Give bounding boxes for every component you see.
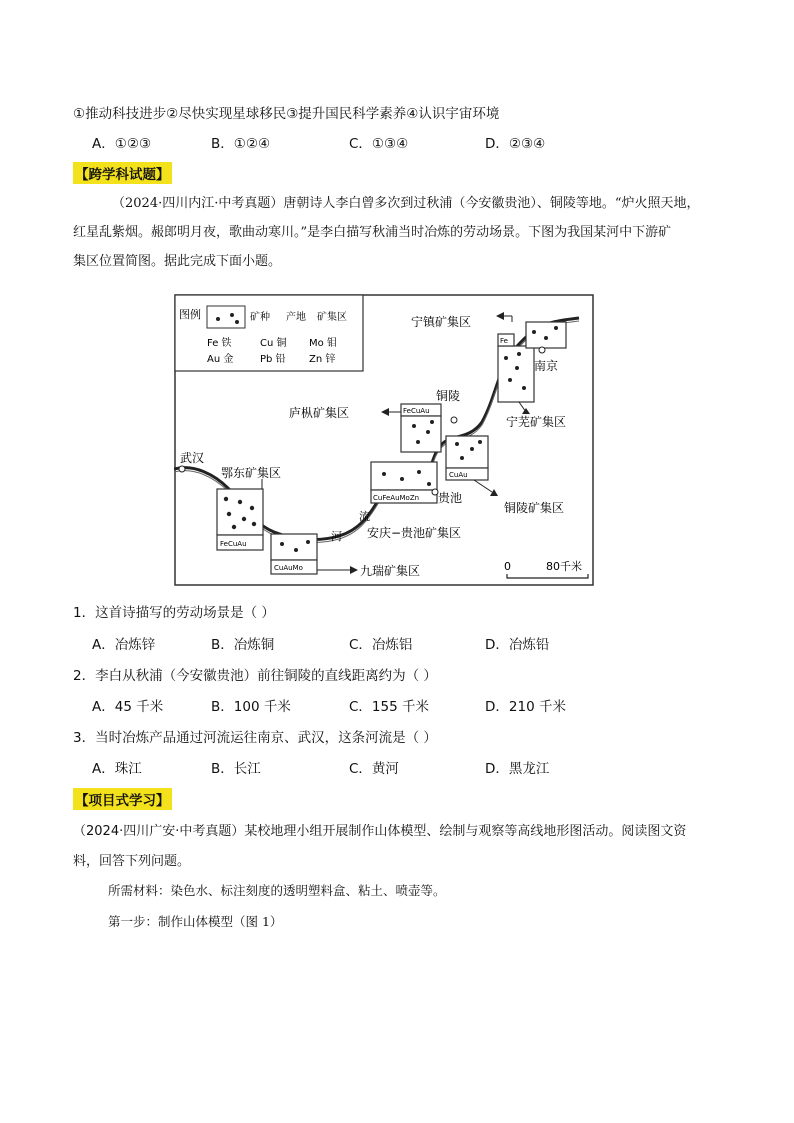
legend-zn: Zn 锌 [309,354,336,365]
label-river-liu: 流 [359,510,370,523]
label-tongling-city: 铜陵 [436,389,461,403]
legend-origin: 产地 [286,312,306,323]
question-1-option-d: D．冶炼铅 [485,637,550,653]
intro-option-a: A．①②③ [92,136,152,152]
jiurui-zone-box [271,534,317,560]
legend-zone: 矿集区 [317,312,347,323]
question-3-option-a: A．珠江 [92,761,142,777]
question-1-stem: 1．这首诗描写的劳动场景是（ ） [73,605,275,621]
question-3-stem: 3．当时冶炼产品通过河流运往南京、武汉，这条河流是（ ） [73,730,437,746]
legend-kind: 矿种 [250,312,270,323]
question-2-option-b: B．100 千米 [211,699,291,715]
intro-statement: ①推动科技进步②尽快实现星球移民③提升国民科学素养④认识宇宙环境 [73,106,500,122]
label-jiurui: 九瑞矿集区 [360,564,421,578]
label-ningwu: 宁芜矿集区 [506,415,567,429]
intro-option-b: B．①②④ [211,136,271,152]
ningzhen-zone-box [526,322,566,348]
edong-code: FeCuAu [220,540,247,548]
legend-sample-box [207,306,245,328]
question-2-option-c: C．155 千米 [349,699,429,715]
label-wuhan: 武汉 [180,451,205,465]
label-nanjing: 南京 [534,359,559,373]
mineral-zone-map [174,294,594,586]
label-ningzhen: 宁镇矿集区 [411,315,472,329]
question-1-option-c: C．冶炼铝 [349,637,413,653]
intro-option-d: D．②③④ [485,136,546,152]
legend-cu: Cu 铜 [260,338,287,349]
project-materials: 所需材料：染色水、标注刻度的透明塑料盒、粘土、喷壶等。 [108,883,446,898]
label-luzong: 庐枞矿集区 [289,406,350,420]
label-tongling-zone: 铜陵矿集区 [504,501,565,515]
project-passage-line-1: （2024·四川广安·中考真题）某校地理小组开展制作山体模型、绘制与观察等高线地形图活动。阅读图文资 [73,824,687,839]
project-passage-line-2: 料，回答下列问题。 [73,854,191,869]
jiurui-code: CuAuMo [274,564,303,572]
ningwu-zone-box [498,346,534,402]
legend-au: Au 金 [207,354,234,365]
question-1-option-a: A．冶炼锌 [92,637,156,653]
passage-line-2: 红星乱紫烟。赧郎明月夜，歌曲动寒川。”是李白描写秋浦当时冶炼的劳动场景。下图为我国某河中下游矿 [73,225,672,240]
question-2-stem: 2．李白从秋浦（今安徽贵池）前往铜陵的直线距离约为（ ） [73,668,437,684]
question-1-option-b: B．冶炼铜 [211,637,275,653]
edong-zone-box [217,489,263,535]
label-guichi: 贵池 [438,491,463,505]
luzong-zone-box [401,416,441,452]
tongling-zone-box [446,436,488,468]
section-tag-interdisciplinary: 【跨学科试题】 [73,162,172,184]
question-3-option-b: B．长江 [211,761,261,777]
legend-pb: Pb 铅 [260,354,286,365]
scale-km: 80千米 [546,560,582,573]
question-3-option-d: D．黑龙江 [485,761,550,777]
question-3-option-c: C．黄河 [349,761,399,777]
luzong-code: FeCuAu [403,407,430,415]
label-anqing: 安庆−贵池矿集区 [367,526,462,540]
label-river-he: 河 [331,530,342,543]
intro-option-c: C．①③④ [349,136,409,152]
passage-line-3: 集区位置简图。据此完成下面小题。 [73,254,282,269]
project-step-1: 第一步：制作山体模型（图 1） [108,914,283,929]
scale-zero: 0 [504,560,511,573]
question-2-option-a: A．45 千米 [92,699,164,715]
anqing-zone-box [371,462,437,490]
legend-title-top: 图例 [179,308,201,321]
legend-fe: Fe 铁 [207,338,232,349]
tongling-code: CuAu [449,471,468,479]
passage-line-1: （2024·四川内江·中考真题）唐朝诗人李白曾多次到过秋浦（今安徽贵池）、铜陵等地。“炉火照天地， [112,196,700,211]
label-edong: 鄂东矿集区 [221,466,282,480]
legend-mo: Mo 钼 [309,338,337,349]
section-tag-project: 【项目式学习】 [73,788,172,810]
ningzhen-code: Fe [500,337,508,345]
question-2-option-d: D．210 千米 [485,699,566,715]
anqing-code: CuFeAuMoZn [373,494,420,502]
